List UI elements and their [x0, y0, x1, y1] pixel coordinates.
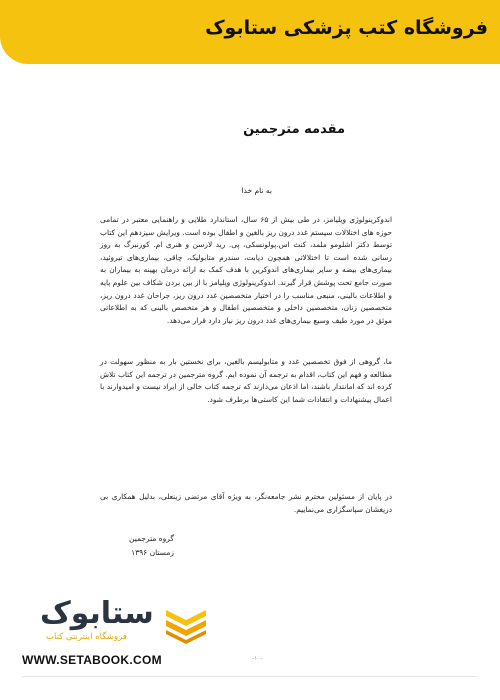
banner-title: فروشگاه کتب پزشکی ستابوک — [205, 17, 488, 39]
bottom-divider — [22, 676, 478, 677]
signature: گروه مترجمین — [128, 534, 174, 543]
logo-tagline: فروشگاه اینترنتی کتاب — [46, 632, 127, 642]
chapter-title: مقدمه مترجمین — [243, 122, 345, 137]
signature-date: زمستان ۱۳۹۶ — [131, 548, 174, 557]
page-number: -۱۰- — [252, 655, 263, 662]
paragraph-2: ما، گروهی از فوق تخصصین غدد و متابولیسم بالغین، برای نخستین بار به منظور سهولت در مطالعه و فهم این کتاب، اقدام به ترجمه آن نموده ایم. گروه مترجمین در ترجمه این کتاب تلاش کرده اند که امانتدار باشند، اما اذعان می‌دارند که ترجمه کتاب خالی از ایراد نیست و امیدوارند با اعمال پیشنهادات و انتقادات شما این کاستی‌ها برطرف شود. — [100, 357, 392, 404]
website-url[interactable]: WWW.SETABOOK.COM — [22, 653, 162, 667]
bismillah-line: به نام خدا — [241, 186, 272, 195]
paragraph-3: در پایان از مسئولین محترم نشر جامعه‌نگر، به ویژه آقای مرتضی زینعلی، بدلیل همکاری بی دریغشان سپاسگزاری می‌نماییم. — [100, 492, 392, 514]
paragraph-1: اندوکرینولوژی ویلیامز، در طی بیش از ۶۵ سال، استاندارد طلایی و راهنمایی معتبر در تمامی حوزه های اختلالات سیستم غدد درون ریز بالغین و اطفال بوده است. ویرایش سیزدهم این کتاب توسط دکتر اشلومو ملمد، کنث اس.پولونسکی، پی. رید لارسن و هنری ام. کورنبرگ به روز رسانی شده است تا اختلالاتی همچون دیابت، سندرم متابولیک، چاقی، بیماری‌های تیروئید، بیماری‌های بیضه و سایر بیماری‌های اندوکرین با هدف کمک به ارائه درمان بهینه به بیماران به صورت جامع تحت پوشش قرار گیرند. اندوکرینولوژی ویلیامز با از بین بردن شکاف بین علوم پایه و اطلاعات بالینی، منبعی مناسب را در اختیار متخصصین غدد درون ریز، جراحان غدد درون ریز، متخصصین زنان، متخصصین داخلی و متخصصین اطفال و هر متخصص بالینی که به اطلاعاتی موثق در مورد طیف وسیع بیماری‌های غدد درون ریز نیاز دارد قرار می‌دهد. — [100, 215, 392, 325]
header-banner — [0, 0, 500, 64]
setabook-logo[interactable] — [38, 596, 218, 648]
stacked-books-icon — [158, 600, 214, 646]
logo-wordmark: ستابوک — [40, 596, 154, 631]
